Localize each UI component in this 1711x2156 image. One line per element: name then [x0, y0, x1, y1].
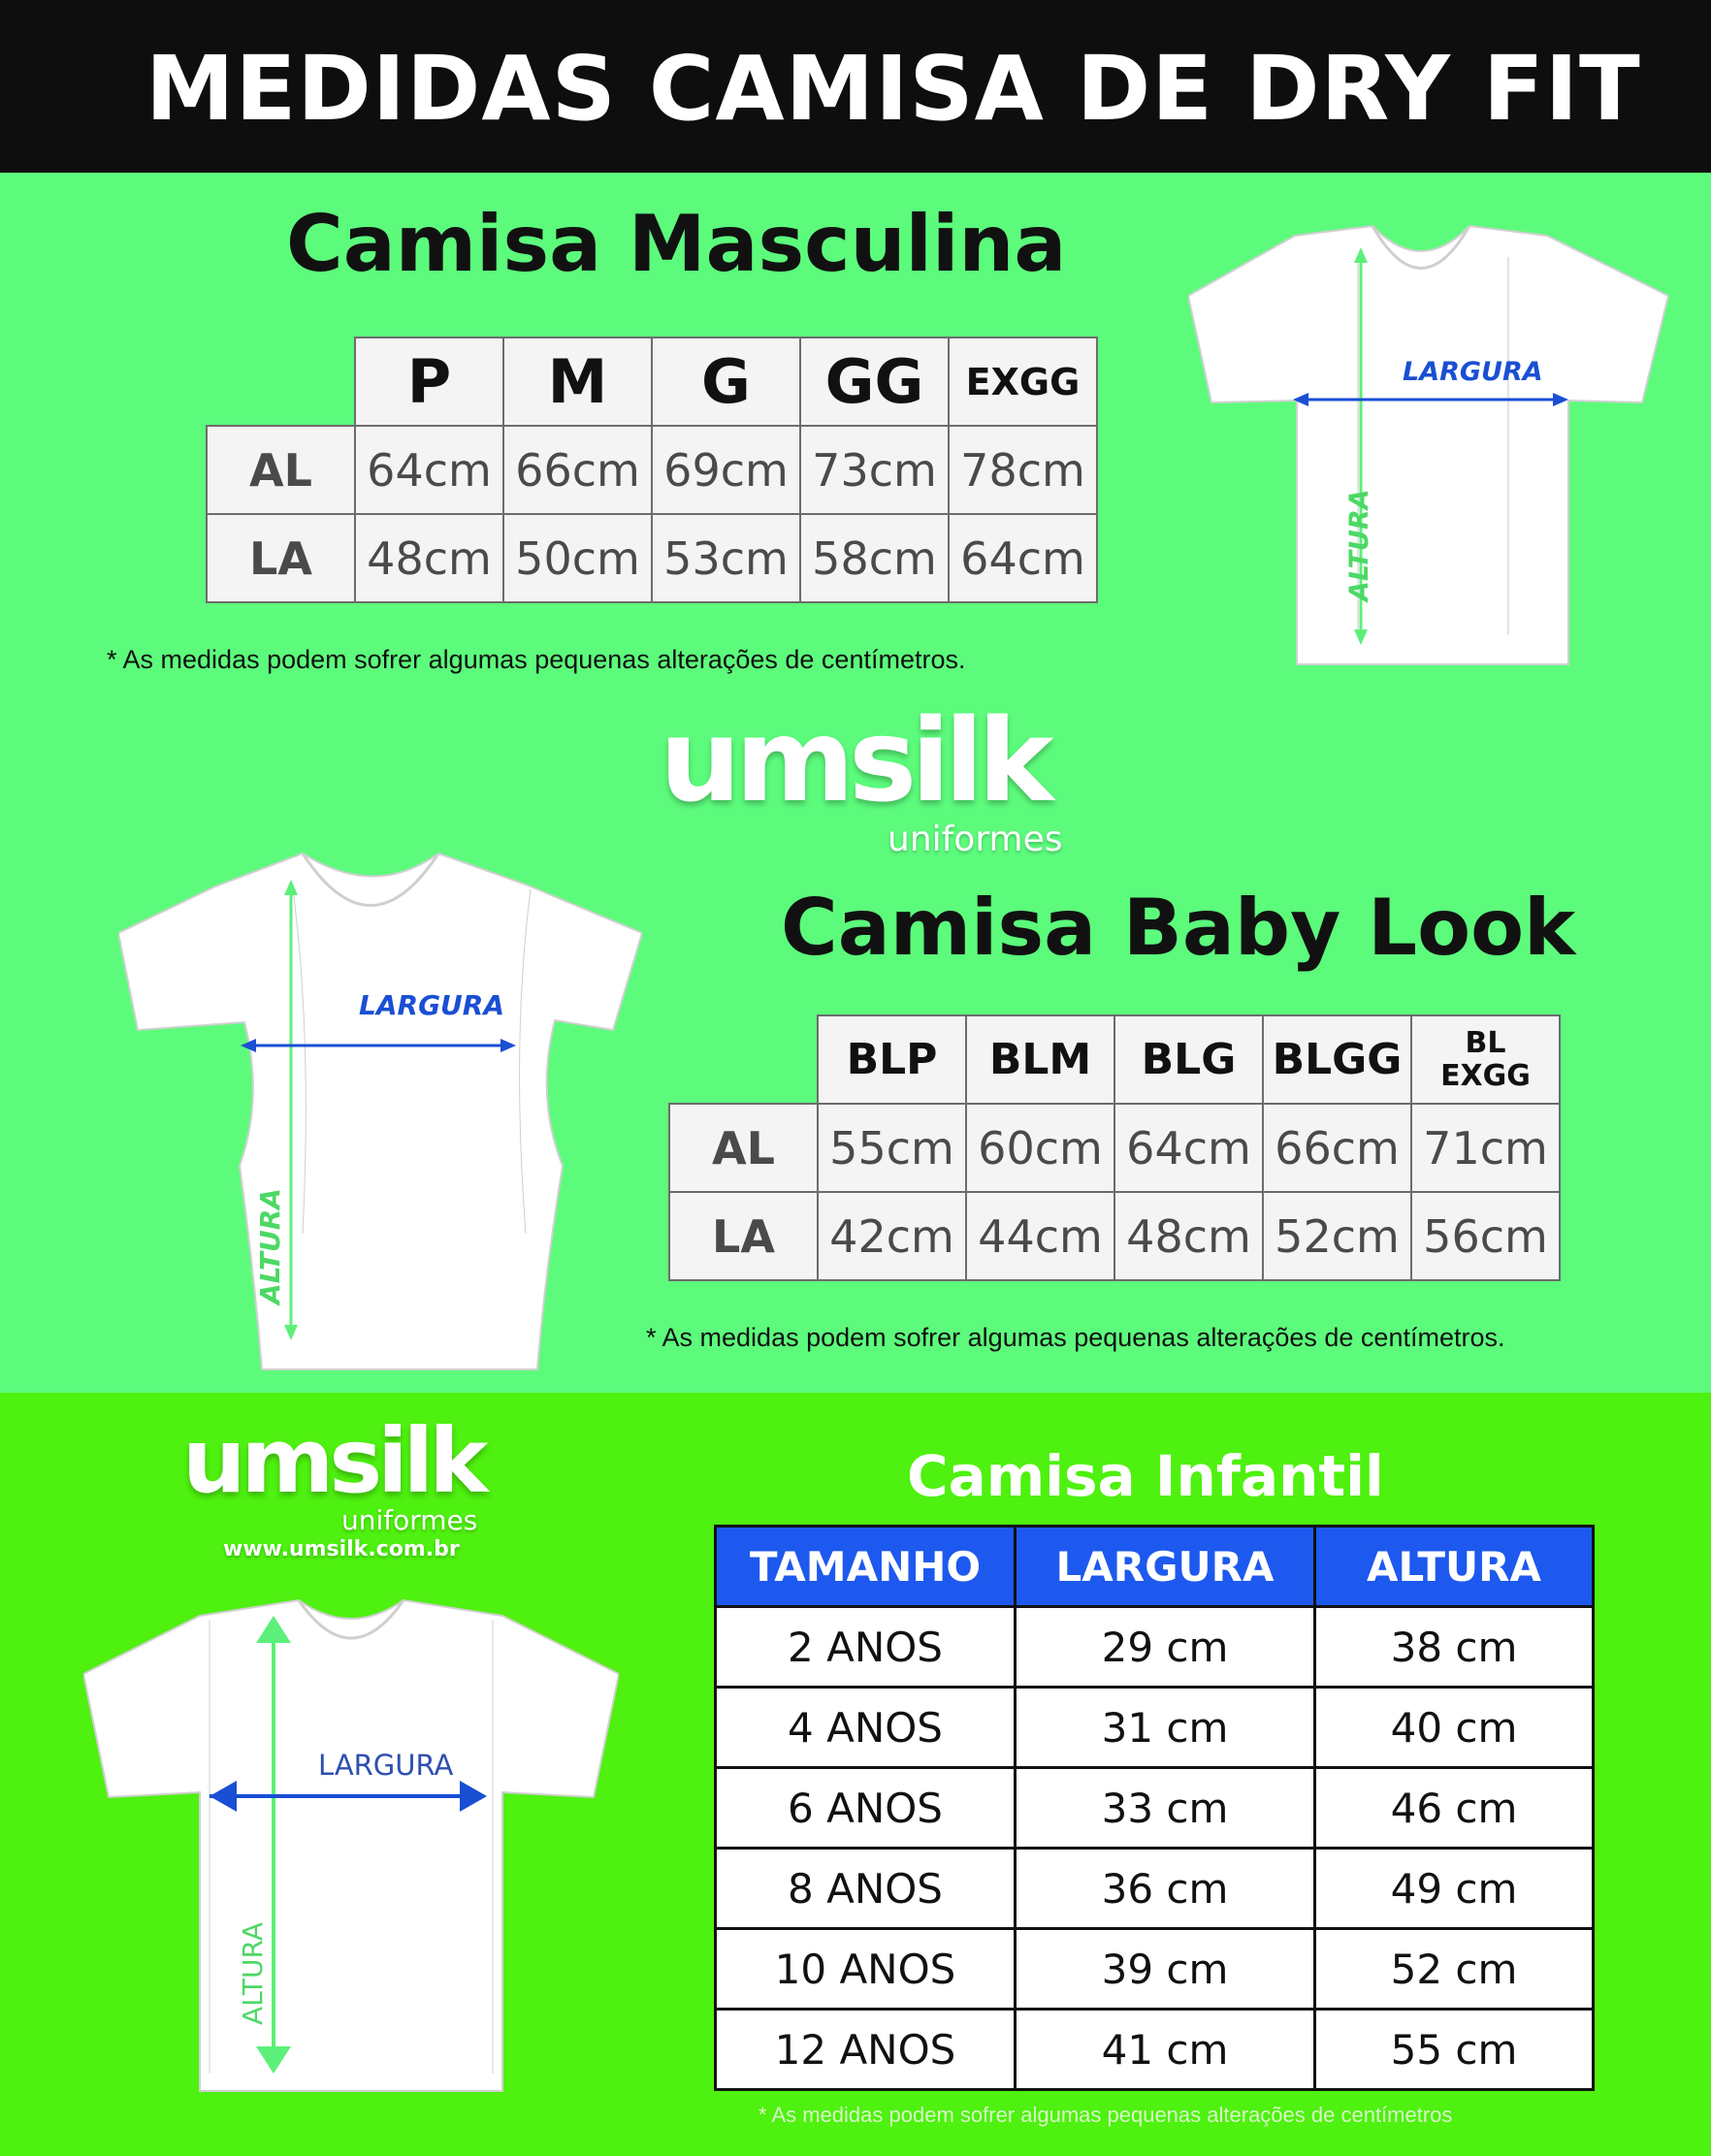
table-cell: 66cm	[1263, 1104, 1411, 1192]
table-cell: 42cm	[818, 1192, 966, 1280]
size-header: G	[652, 338, 800, 426]
table-cell: 41 cm	[1016, 2010, 1315, 2090]
table-cell: 29 cm	[1016, 1607, 1315, 1688]
table-row	[716, 1849, 1594, 1929]
table-cell: 56cm	[1411, 1192, 1560, 1280]
table-cell: 52 cm	[1315, 1929, 1594, 2010]
table-cell: 40 cm	[1315, 1688, 1594, 1768]
table-cell: 66cm	[503, 426, 652, 514]
kids-largura-label: LARGURA	[318, 1749, 454, 1782]
table-cell: 71cm	[1411, 1104, 1560, 1192]
table-cell: 50cm	[503, 514, 652, 602]
table-cell: 33 cm	[1016, 1768, 1315, 1849]
table-cell: 52cm	[1263, 1192, 1411, 1280]
size-header	[1411, 1015, 1560, 1104]
table-row	[716, 1607, 1594, 1688]
table-cell: 10 ANOS	[716, 1929, 1016, 2010]
table-cell: 49 cm	[1315, 1849, 1594, 1929]
table-row	[716, 2010, 1594, 2090]
table-cell: 6 ANOS	[716, 1768, 1016, 1849]
table-cell: 69cm	[652, 426, 800, 514]
table-cell: 31 cm	[1016, 1688, 1315, 1768]
umsilk-logo-subtitle: uniformes	[888, 820, 1063, 859]
size-header: BLP	[818, 1015, 966, 1104]
babylook-size-table	[668, 1014, 1561, 1281]
babylook-title: Camisa Baby Look	[781, 883, 1576, 973]
table-cell: 4 ANOS	[716, 1688, 1016, 1768]
table-cell: 12 ANOS	[716, 2010, 1016, 2090]
table-cell: 2 ANOS	[716, 1607, 1016, 1688]
page-title: MEDIDAS CAMISA DE DRY FIT	[145, 37, 1641, 141]
male-altura-label: ALTURA	[1344, 489, 1374, 601]
table-header-row	[716, 1527, 1594, 1607]
size-header: BLG	[1114, 1015, 1263, 1104]
table-cell: 78cm	[949, 426, 1097, 514]
website-url: www.umsilk.com.br	[223, 1537, 460, 1561]
column-header: ALTURA	[1315, 1527, 1594, 1607]
row-label-la: LA	[207, 514, 355, 602]
table-cell: 8 ANOS	[716, 1849, 1016, 1929]
table-cell: 55 cm	[1315, 2010, 1594, 2090]
umsilk-logo-subtitle: uniformes	[341, 1504, 478, 1536]
table-row	[207, 514, 1097, 602]
infantil-title: Camisa Infantil	[907, 1443, 1384, 1509]
row-label-la: LA	[669, 1192, 818, 1280]
infantil-note: * As medidas podem sofrer algumas pequenas alterações de centímetros	[759, 2103, 1453, 2127]
masculina-title: Camisa Masculina	[286, 199, 1067, 289]
table-cell: 39 cm	[1016, 1929, 1315, 2010]
column-header: TAMANHO	[716, 1527, 1016, 1607]
masculina-note: * As medidas podem sofrer algumas pequenas alterações de centímetros.	[107, 645, 966, 674]
header-banner	[0, 0, 1711, 173]
babylook-shirt-illustration	[118, 846, 642, 1374]
male-largura-label: LARGURA	[1403, 357, 1543, 387]
table-cell: 73cm	[800, 426, 949, 514]
babylook-note: * As medidas podem sofrer algumas pequenas alterações de centímetros.	[646, 1323, 1505, 1352]
table-cell: 60cm	[966, 1104, 1114, 1192]
table-row	[716, 1768, 1594, 1849]
masculina-size-table	[206, 337, 1098, 603]
umsilk-logo: umsilk	[182, 1409, 484, 1513]
size-header: BLGG	[1263, 1015, 1411, 1104]
table-corner	[669, 1015, 818, 1104]
table-row	[207, 426, 1097, 514]
table-cell: 48cm	[1114, 1192, 1263, 1280]
size-header: P	[355, 338, 503, 426]
column-header: LARGURA	[1016, 1527, 1315, 1607]
table-row	[716, 1929, 1594, 2010]
umsilk-logo: umsilk	[660, 693, 1049, 827]
table-corner	[207, 338, 355, 426]
babylook-largura-label: LARGURA	[359, 989, 505, 1021]
size-header: BLM	[966, 1015, 1114, 1104]
kids-shirt-illustration	[83, 1598, 619, 2095]
kids-altura-label: ALTURA	[237, 1922, 269, 2025]
table-cell: 64cm	[355, 426, 503, 514]
size-header-line: BL	[1465, 1025, 1506, 1060]
row-label-al: AL	[207, 426, 355, 514]
table-cell: 53cm	[652, 514, 800, 602]
row-label-al: AL	[669, 1104, 818, 1192]
table-row	[669, 1192, 1560, 1280]
table-row	[207, 338, 1097, 426]
size-header: GG	[800, 338, 949, 426]
table-row	[716, 1688, 1594, 1768]
babylook-altura-label: ALTURA	[254, 1188, 286, 1304]
table-cell: 36 cm	[1016, 1849, 1315, 1929]
table-cell: 55cm	[818, 1104, 966, 1192]
table-cell: 38 cm	[1315, 1607, 1594, 1688]
size-header: EXGG	[949, 338, 1097, 426]
table-cell: 44cm	[966, 1192, 1114, 1280]
table-cell: 58cm	[800, 514, 949, 602]
infantil-size-table	[714, 1525, 1595, 2091]
table-cell: 64cm	[949, 514, 1097, 602]
size-header: M	[503, 338, 652, 426]
table-cell: 64cm	[1114, 1104, 1263, 1192]
size-header-line: EXGG	[1440, 1058, 1531, 1093]
table-row	[669, 1104, 1560, 1192]
male-shirt-illustration	[1188, 218, 1673, 674]
table-row	[669, 1015, 1560, 1104]
table-cell: 46 cm	[1315, 1768, 1594, 1849]
table-cell: 48cm	[355, 514, 503, 602]
